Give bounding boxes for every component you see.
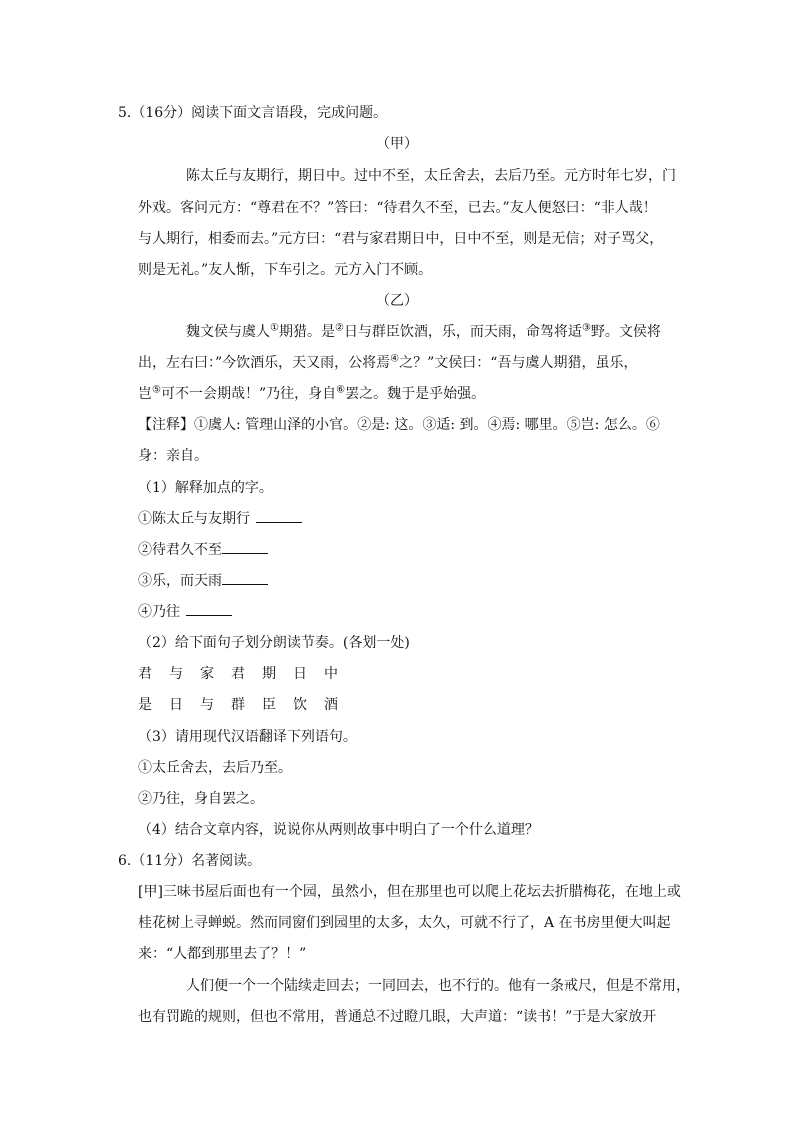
annotation-line-2: 身：亲自。 xyxy=(138,448,208,464)
char: 日 xyxy=(169,697,183,713)
sub1-item-1 xyxy=(138,509,678,529)
item-text: ④乃往 xyxy=(138,604,180,620)
yi-text: 野。文侯将 xyxy=(590,324,661,340)
answer-blank[interactable] xyxy=(222,572,268,585)
char: 是 xyxy=(138,697,152,713)
char: 君 xyxy=(231,666,245,682)
char: 酒 xyxy=(324,697,338,713)
yi-text: 出，左右曰：”今饮酒乐，天又雨，公将焉 xyxy=(138,355,391,371)
yi-text: 可不一会期哉！”乃往，身自 xyxy=(160,386,337,402)
jia-line-4: 则是无礼。”友人惭，下车引之。元方入门不顾。 xyxy=(138,262,433,278)
char: 日 xyxy=(293,666,307,682)
char: 与 xyxy=(200,697,214,713)
q6-para2-line-2: 也有罚跪的规则，但也不常用，普通总不过瞪几眼，大声道：“读书！”于是大家放开 xyxy=(138,1009,657,1025)
char: 中 xyxy=(324,666,338,682)
sub3-item-1: ①太丘舍去，去后乃至。 xyxy=(138,760,292,776)
jia-line-3: 与人期行，相委而去。”元方曰：“君与家君期日中，日中不至，则是无信；对子骂父， xyxy=(138,231,664,247)
sub-question-2: （2）给下面句子划分朗读节奏。(各划一处) xyxy=(138,635,410,651)
footnote-mark: ④ xyxy=(390,353,400,365)
annotation-line-1: 【注释】①虞人: 管理山泽的小官。②是: 这。③适: 到。④焉: 哪里。⑤岂: 怎么。⑥ xyxy=(138,417,660,433)
footnote-mark: ① xyxy=(270,322,279,334)
q6-para2-line-1: 人们便一个一个陆续走回去；一同回去，也不行的。他有一条戒尺，但是不常用， xyxy=(186,978,690,994)
footnote-mark: ② xyxy=(334,322,344,334)
sub3-item-2: ②乃往，身自罢之。 xyxy=(138,791,264,807)
q6-para1-line-3: 来：“人都到那里去了？！” xyxy=(138,946,307,962)
answer-blank[interactable] xyxy=(186,603,232,616)
yi-text: 罢之。魏于是乎始强。 xyxy=(345,386,486,402)
item-text: ③乐，而天雨 xyxy=(138,573,222,589)
q6-para1-line-2: 桂花树上寻蝉蜕。然而同窗们到园里的太多，太久，可就不行了，A 在书房里便大叫起 xyxy=(138,915,671,931)
yi-text: 岂 xyxy=(138,386,152,402)
rhythm-sentence-2 xyxy=(138,695,678,715)
sub-question-3: （3）请用现代汉语翻译下列语句。 xyxy=(138,729,357,745)
footnote-mark: ⑤ xyxy=(152,384,161,396)
char: 饮 xyxy=(293,697,307,713)
yi-text: 之？”文侯曰：“吾与虞人期猎，虽乐， xyxy=(399,355,638,371)
yi-text: 日与群臣饮酒，乐，而天雨，命驾将适 xyxy=(343,324,582,340)
jia-line-1: 陈太丘与友期行，期日中。过中不至，太丘舍去，去后乃至。元方时年七岁，门 xyxy=(186,168,676,184)
yi-text: 魏文侯与虞人 xyxy=(186,324,270,340)
char: 君 xyxy=(138,666,152,682)
question-5-header: 5.（16分）阅读下面文言语段，完成问题。 xyxy=(118,105,388,121)
yi-line-1 xyxy=(186,322,726,342)
sub-question-4: （4）结合文章内容，说说你从两则故事中明白了一个什么道理？ xyxy=(138,822,539,838)
jia-title: （甲） xyxy=(376,136,418,152)
yi-title: （乙） xyxy=(376,293,418,309)
sub1-item-3 xyxy=(138,571,678,591)
yi-line-3 xyxy=(138,384,678,404)
answer-blank[interactable] xyxy=(256,510,302,523)
rhythm-sentence-1 xyxy=(138,664,678,684)
char: 期 xyxy=(262,666,276,682)
footnote-mark: ③ xyxy=(581,322,591,334)
answer-blank[interactable] xyxy=(222,541,268,554)
jia-line-2: 外戏。客问元方：“尊君在不？”答曰：“待君久不至，已去。”友人便怒曰：“非人哉！ xyxy=(138,200,657,216)
item-text: ①陈太丘与友期行 xyxy=(138,511,250,527)
footnote-mark: ⑥ xyxy=(336,384,346,396)
char: 家 xyxy=(200,666,214,682)
yi-text: 期猎。是 xyxy=(278,324,335,340)
item-text: ②待君久不至 xyxy=(138,542,222,558)
sub1-item-2 xyxy=(138,540,678,560)
question-6-header: 6.（11分）名著阅读。 xyxy=(118,853,262,869)
yi-line-2 xyxy=(138,353,678,373)
char: 臣 xyxy=(262,697,276,713)
sub1-item-4 xyxy=(138,602,678,622)
char: 与 xyxy=(169,666,183,682)
char: 群 xyxy=(231,697,245,713)
sub-question-1: （1）解释加点的字。 xyxy=(138,480,273,496)
q6-para1-line-1: [甲]三味书屋后面也有一个园，虽然小，但在那里也可以爬上花坛去折腊梅花，在地上或 xyxy=(138,884,681,900)
